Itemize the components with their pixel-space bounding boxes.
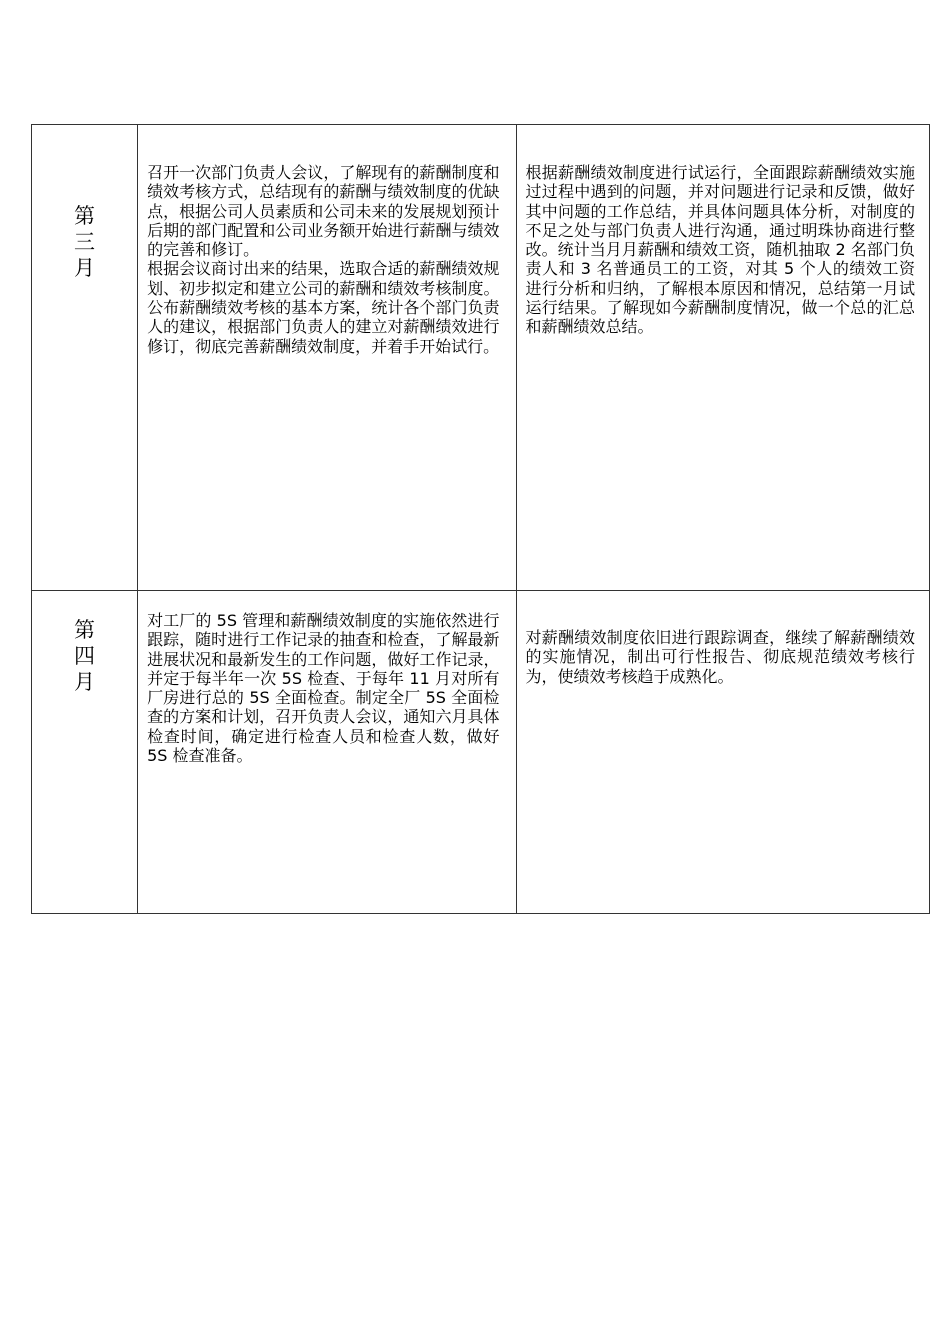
plan-cell	[138, 125, 516, 591]
review-paragraph: 对薪酬绩效制度依旧进行跟踪调查，继续了解薪酬绩效的实施情况，制出可行性报告、彻底规范绩效考核行为，使绩效考核趋于成熟化。	[525, 628, 915, 686]
plan-cell	[138, 591, 516, 914]
table-row-month-3	[32, 125, 930, 591]
month-label: 第四月	[74, 618, 96, 694]
table-row-month-4	[32, 591, 930, 914]
month-cell	[32, 125, 138, 591]
plan-paragraph: 召开一次部门负责人会议，了解现有的薪酬制度和绩效考核方式，总结现有的薪酬与绩效制度的优缺点，根据公司人员素质和公司未来的发展规划预计后期的部门配置和公司业务额开始进行薪酬与绩效的完善和修订。	[147, 163, 500, 260]
review-cell	[516, 125, 929, 591]
month-cell	[32, 591, 138, 914]
month-label: 第三月	[74, 204, 96, 280]
review-cell	[516, 591, 929, 914]
plan-paragraph: 根据会议商讨出来的结果，选取合适的薪酬绩效规划、初步拟定和建立公司的薪酬和绩效考核制度。公布薪酬绩效考核的基本方案，统计各个部门负责人的建议，根据部门负责人的建立对薪酬绩效进行修订，彻底完善薪酬绩效制度，并着手开始试行。	[147, 259, 500, 356]
plan-paragraph: 对工厂的 5S 管理和薪酬绩效制度的实施依然进行跟踪，随时进行工作记录的抽查和检查，了解最新进展状况和最新发生的工作问题，做好工作记录，并定于每半年一次 5S 检查、于每年 11 月对所有厂房进行总的 5S 全面检查。制定全厂 5S 全面检查的方案和计划，召开负责人会议，通知六月具体检查时间，确定进行检查人员和检查人数，做好 5S 检查准备。	[147, 611, 500, 766]
review-paragraph: 根据薪酬绩效制度进行试运行，全面跟踪薪酬绩效实施过过程中遇到的问题，并对问题进行记录和反馈，做好其中问题的工作总结，并具体问题具体分析，对制度的不足之处与部门负责人进行沟通，通过明珠协商进行整改。统计当月月薪酬和绩效工资，随机抽取 2 名部门负责人和 3 名普通员工的工资，对其 5 个人的绩效工资进行分析和归纳，了解根本原因和情况，总结第一月试运行结果。了解现如今薪酬制度情况，做一个总的汇总和薪酬绩效总结。	[525, 163, 915, 337]
work-plan-table	[31, 124, 930, 914]
